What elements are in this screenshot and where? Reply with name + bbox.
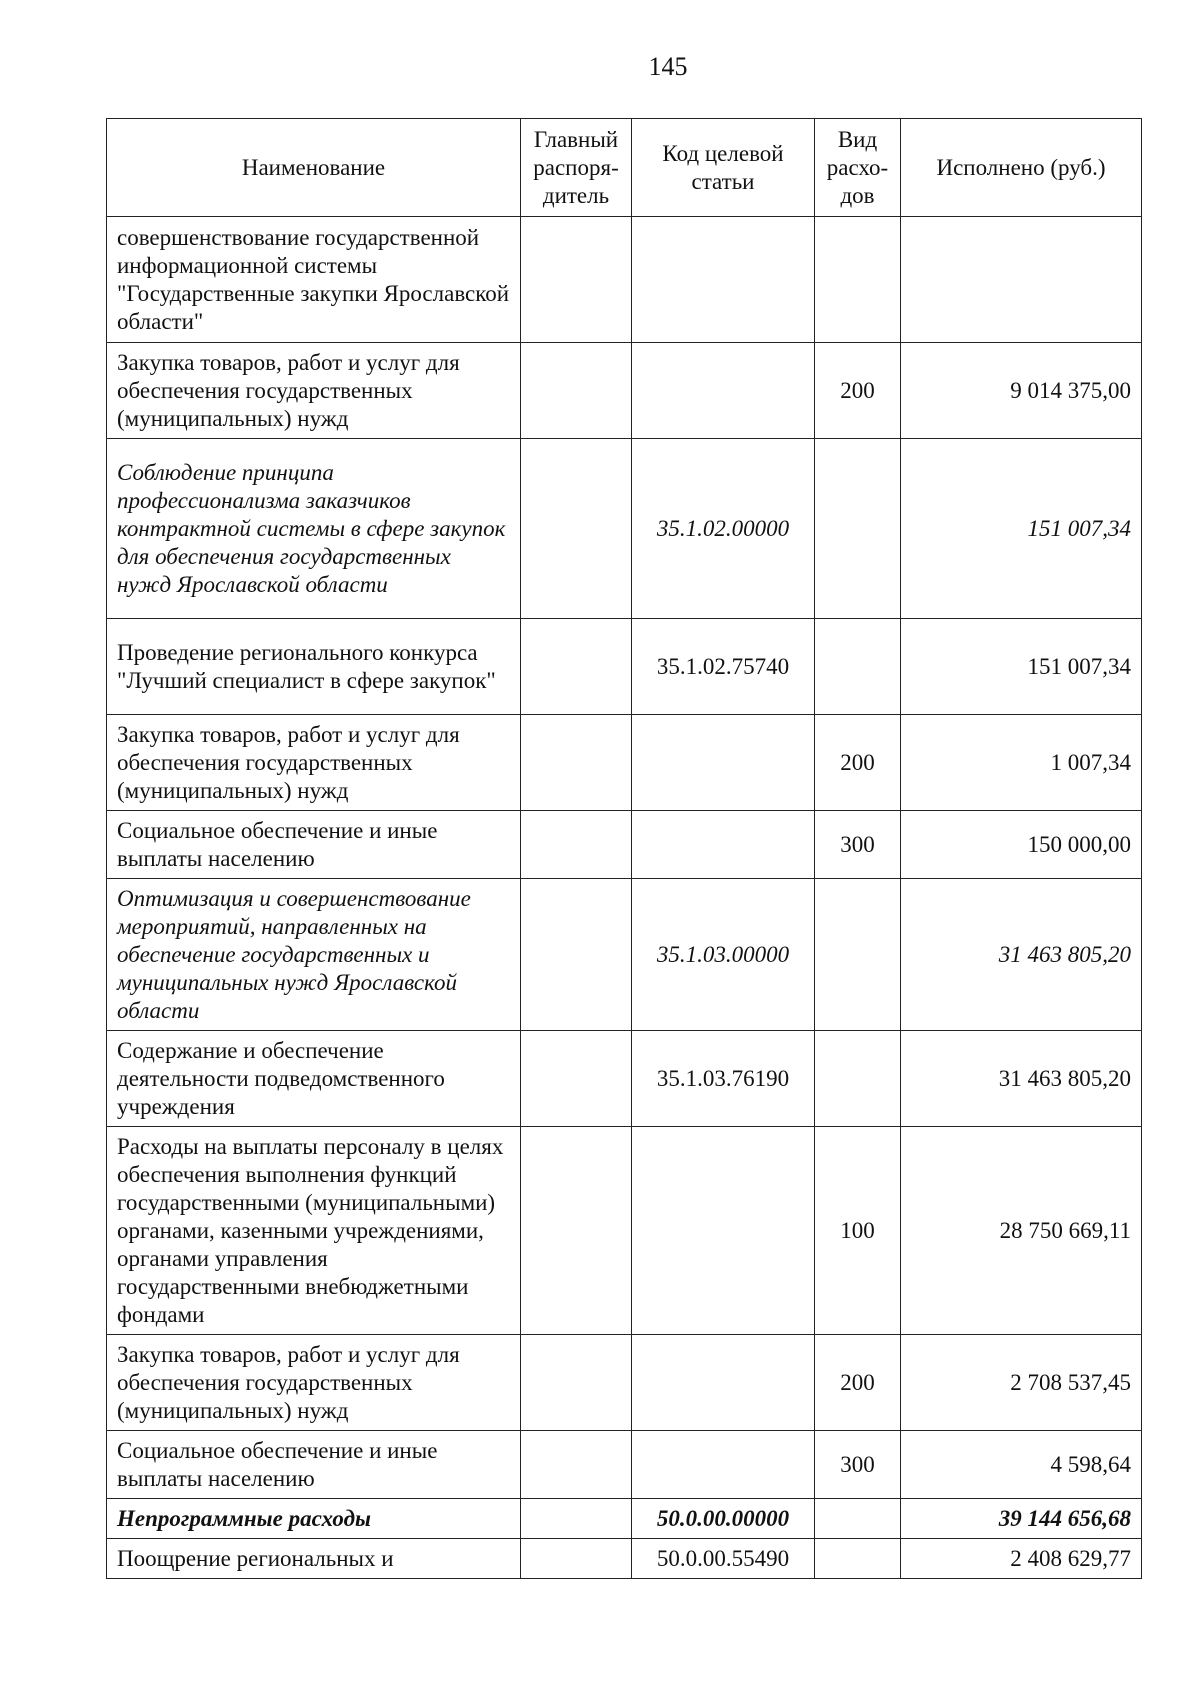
cell-code (632, 715, 815, 811)
cell-name: Закупка товаров, работ и услуг для обеспечения государственных (муниципальных) нужд (107, 715, 521, 811)
cell-manager (521, 1031, 632, 1127)
cell-code: 50.0.00.55490 (632, 1539, 815, 1579)
cell-code: 35.1.02.75740 (632, 619, 815, 715)
cell-name: Расходы на выплаты персоналу в целях обеспечения выполнения функций государственными (муниципальными) органами, казенными учреждениями, органами управления государственными внебюджетными фондами (107, 1127, 521, 1335)
cell-type (815, 619, 901, 715)
cell-code (632, 1127, 815, 1335)
cell-executed: 2 708 537,45 (901, 1335, 1142, 1431)
cell-name: Социальное обеспечение и иные выплаты населению (107, 1431, 521, 1499)
cell-type: 300 (815, 1431, 901, 1499)
cell-executed: 9 014 375,00 (901, 343, 1142, 439)
cell-executed: 31 463 805,20 (901, 879, 1142, 1031)
header-type: Вид расхо-дов (815, 119, 901, 217)
cell-name: Содержание и обеспечение деятельности подведомственного учреждения (107, 1031, 521, 1127)
table-row (107, 343, 1142, 439)
cell-manager (521, 439, 632, 619)
table-row (107, 619, 1142, 715)
cell-code (632, 1335, 815, 1431)
cell-code (632, 1431, 815, 1499)
cell-type: 300 (815, 811, 901, 879)
cell-code: 35.1.02.00000 (632, 439, 815, 619)
cell-name: Оптимизация и совершенствование мероприятий, направленных на обеспечение государственных и муниципальных нужд Ярославской области (107, 879, 521, 1031)
table-row (107, 1431, 1142, 1499)
cell-name: Проведение регионального конкурса "Лучший специалист в сфере закупок" (107, 619, 521, 715)
cell-code (632, 343, 815, 439)
cell-manager (521, 343, 632, 439)
cell-type: 200 (815, 1335, 901, 1431)
header-code: Код целевой статьи (632, 119, 815, 217)
cell-type: 200 (815, 343, 901, 439)
cell-name: Непрограммные расходы (107, 1499, 521, 1539)
cell-manager (521, 1335, 632, 1431)
cell-manager (521, 1499, 632, 1539)
cell-name: Социальное обеспечение и иные выплаты населению (107, 811, 521, 879)
table-row (107, 1031, 1142, 1127)
cell-name: Закупка товаров, работ и услуг для обеспечения государственных (муниципальных) нужд (107, 343, 521, 439)
cell-manager (521, 1539, 632, 1579)
cell-executed: 151 007,34 (901, 619, 1142, 715)
cell-name: Закупка товаров, работ и услуг для обеспечения государственных (муниципальных) нужд (107, 1335, 521, 1431)
cell-executed: 2 408 629,77 (901, 1539, 1142, 1579)
table-header-row (107, 119, 1142, 217)
cell-executed (901, 217, 1142, 343)
cell-executed: 28 750 669,11 (901, 1127, 1142, 1335)
cell-type (815, 439, 901, 619)
table-row (107, 1127, 1142, 1335)
table-row (107, 217, 1142, 343)
expenditure-table (106, 118, 1142, 1579)
cell-code: 50.0.00.00000 (632, 1499, 815, 1539)
cell-code: 35.1.03.76190 (632, 1031, 815, 1127)
table-row (107, 1539, 1142, 1579)
table-row (107, 1335, 1142, 1431)
page-number: 145 (648, 52, 688, 81)
cell-manager (521, 1127, 632, 1335)
header-manager: Главный распоря-дитель (521, 119, 632, 217)
cell-manager (521, 715, 632, 811)
cell-executed: 31 463 805,20 (901, 1031, 1142, 1127)
cell-name: Соблюдение принципа профессионализма заказчиков контрактной системы в сфере закупок для обеспечения государственных нужд Ярославской области (107, 439, 521, 619)
cell-code (632, 217, 815, 343)
cell-type (815, 1031, 901, 1127)
cell-type (815, 1499, 901, 1539)
cell-executed: 150 000,00 (901, 811, 1142, 879)
header-name: Наименование (107, 119, 521, 217)
table-row (107, 1499, 1142, 1539)
cell-manager (521, 619, 632, 715)
cell-code (632, 811, 815, 879)
cell-manager (521, 811, 632, 879)
cell-type (815, 1539, 901, 1579)
table-row (107, 879, 1142, 1031)
cell-manager (521, 879, 632, 1031)
header-executed: Исполнено (руб.) (901, 119, 1142, 217)
cell-executed: 39 144 656,68 (901, 1499, 1142, 1539)
table-row (107, 811, 1142, 879)
cell-manager (521, 1431, 632, 1499)
cell-type (815, 879, 901, 1031)
cell-code: 35.1.03.00000 (632, 879, 815, 1031)
cell-manager (521, 217, 632, 343)
cell-executed: 1 007,34 (901, 715, 1142, 811)
cell-type: 100 (815, 1127, 901, 1335)
cell-type: 200 (815, 715, 901, 811)
table-row (107, 715, 1142, 811)
cell-name: Поощрение региональных и (107, 1539, 521, 1579)
cell-name: совершенствование государственной информационной системы "Государственные закупки Ярославской области" (107, 217, 521, 343)
table-row (107, 439, 1142, 619)
cell-type (815, 217, 901, 343)
cell-executed: 151 007,34 (901, 439, 1142, 619)
cell-executed: 4 598,64 (901, 1431, 1142, 1499)
